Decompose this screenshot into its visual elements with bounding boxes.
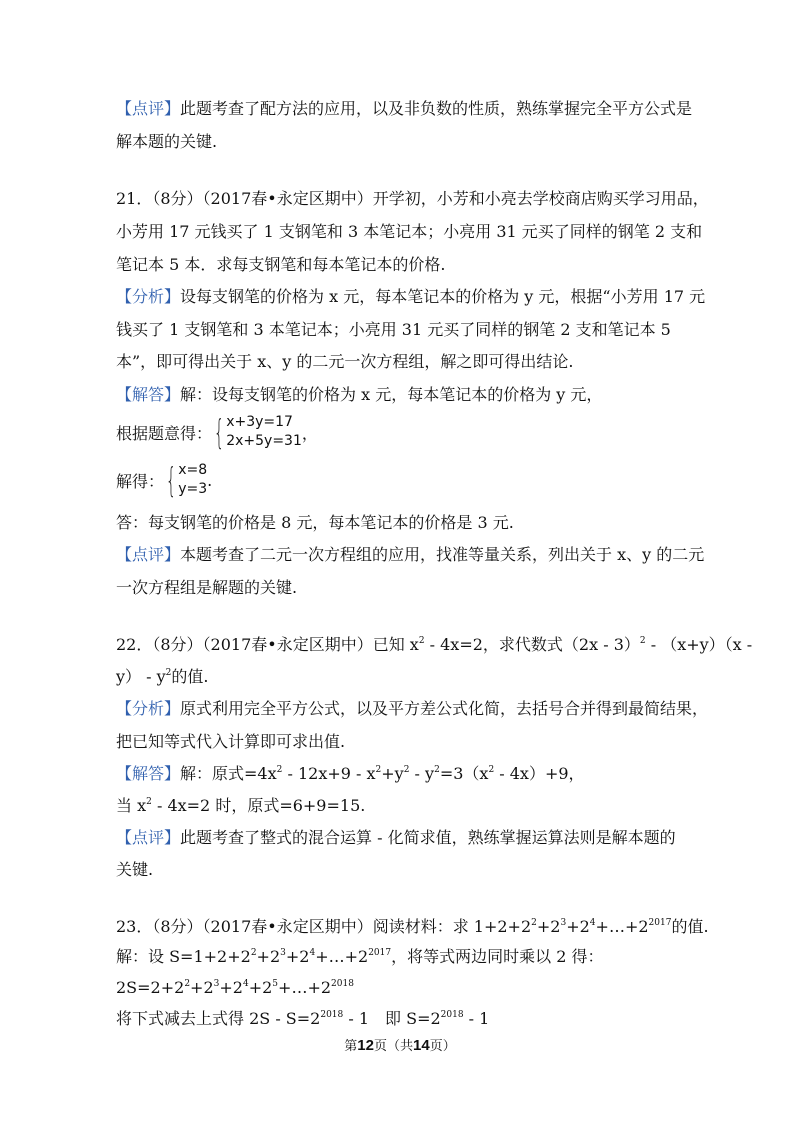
q23-solution-line2: $2S=2+2^2+2^3+2^4+2^5+\dots+2^{2018}$ [116,978,354,997]
analysis-tag: 【分析】 [116,287,181,306]
q22-comment-line1: 【点评】此题考查了整式的混合运算 - 化简求值，熟练掌握运算法则是解本题的 [116,828,676,847]
answer-tag: 【解答】 [116,764,181,783]
q22-analysis-line2: 把已知等式代入计算即可求出值. [116,732,346,751]
answer-tag: 【解答】 [116,385,181,404]
q23-solution-line3: 将下式减去上式得 $2S - S=2^{2018} - 1$ 即 $S=2^{2018} - 1$ [116,1009,490,1028]
left-brace-icon: { [214,412,225,452]
q21-comment-line1: 【点评】本题考查了二元一次方程组的应用，找准等量关系，列出关于 x、y 的二元 [116,545,705,564]
comment-tag: 【点评】 [116,99,181,118]
q21-equation-system: 根据题意得： { x+3y=17 2x+5y=31 ， [116,412,318,452]
q23-stem-line1: 23．（8分）（2017春•永定区期中）阅读材料：求 $1+2+2^2+2^3+2^4+\dots+2^{2017}$的值. [116,917,709,936]
q21-stem-line1: 21．（8分）（2017春•永定区期中）开学初，小芳和小亮去学校商店购买学习用品， [116,189,709,208]
q20-comment-line2: 解本题的关键. [116,132,218,151]
q22-analysis-line1: 【分析】原式利用完全平方公式，以及平方差公式化简，去括号合并得到最简结果， [116,699,709,718]
analysis-tag: 【分析】 [116,699,181,718]
q20-comment-line1: 【点评】此题考查了配方法的应用，以及非负数的性质，熟练掌握完全平方公式是 [116,99,693,118]
q22-answer-line1: 【解答】解：原式$=4x^2 - 12x+9 - x^2+y^2 - y^2=3(x^2 - 4x)+9$， [116,764,585,783]
q21-analysis-line3: 本”，即可得出关于 x、y 的二元一次方程组，解之即可得出结论. [116,352,574,371]
q21-solution-system: 解得： { x=8 y=3 . [116,460,213,500]
solution-x: x=8 [178,462,208,478]
q21-answer-line1: 【解答】解：设每支钢笔的价格为 x 元，每本笔记本的价格为 y 元， [116,385,603,404]
q23-solution-line1: 解：设 $S=1+2+2^2+2^3+2^4+\dots+2^{2017}$，将等式两边同时乘以 2 得： [116,947,604,966]
comment-tag: 【点评】 [116,828,181,847]
q22-stem-line1: 22．（8分）（2017春•永定区期中）已知 $x^2 - 4x=2$，求代数式（2x - 3）$^2$ - （x+y）（x - [116,635,753,654]
q21-analysis-line1: 【分析】设每支钢笔的价格为 x 元，每本笔记本的价格为 y 元，根据“小芳用 17 元 [116,287,706,306]
page-footer: 第12页（共14页） [344,1037,456,1054]
current-page-number: 12 [357,1037,374,1054]
solution-y: y=3 [178,481,208,497]
q22-answer-line2: 当 $x^2 - 4x=2$ 时，原式=6+9=15. [116,796,366,815]
q21-final-answer: 答：每支钢笔的价格是 8 元，每本笔记本的价格是 3 元. [116,513,514,532]
equation-2: 2x+5y=31 [226,433,302,449]
equation-1: x+3y=17 [226,414,293,430]
q21-stem-line3: 笔记本 5 本．求每支钢笔和每本笔记本的价格. [116,255,446,274]
q22-comment-line2: 关键. [116,860,154,879]
q22-stem-line2: $y) - y^2$的值. [116,667,209,686]
left-brace-icon: { [166,460,177,500]
q21-analysis-line2: 钱买了 1 支钢笔和 3 本笔记本；小亮用 31 元买了同样的钢笔 2 支和笔记本 5 [116,320,671,339]
total-page-count: 14 [413,1037,430,1054]
q21-comment-line2: 一次方程组是解题的关键. [116,578,298,597]
q21-stem-line2: 小芳用 17 元钱买了 1 支钢笔和 3 本笔记本；小亮用 31 元买了同样的钢笔 2 支和 [116,222,703,241]
comment-tag: 【点评】 [116,545,181,564]
